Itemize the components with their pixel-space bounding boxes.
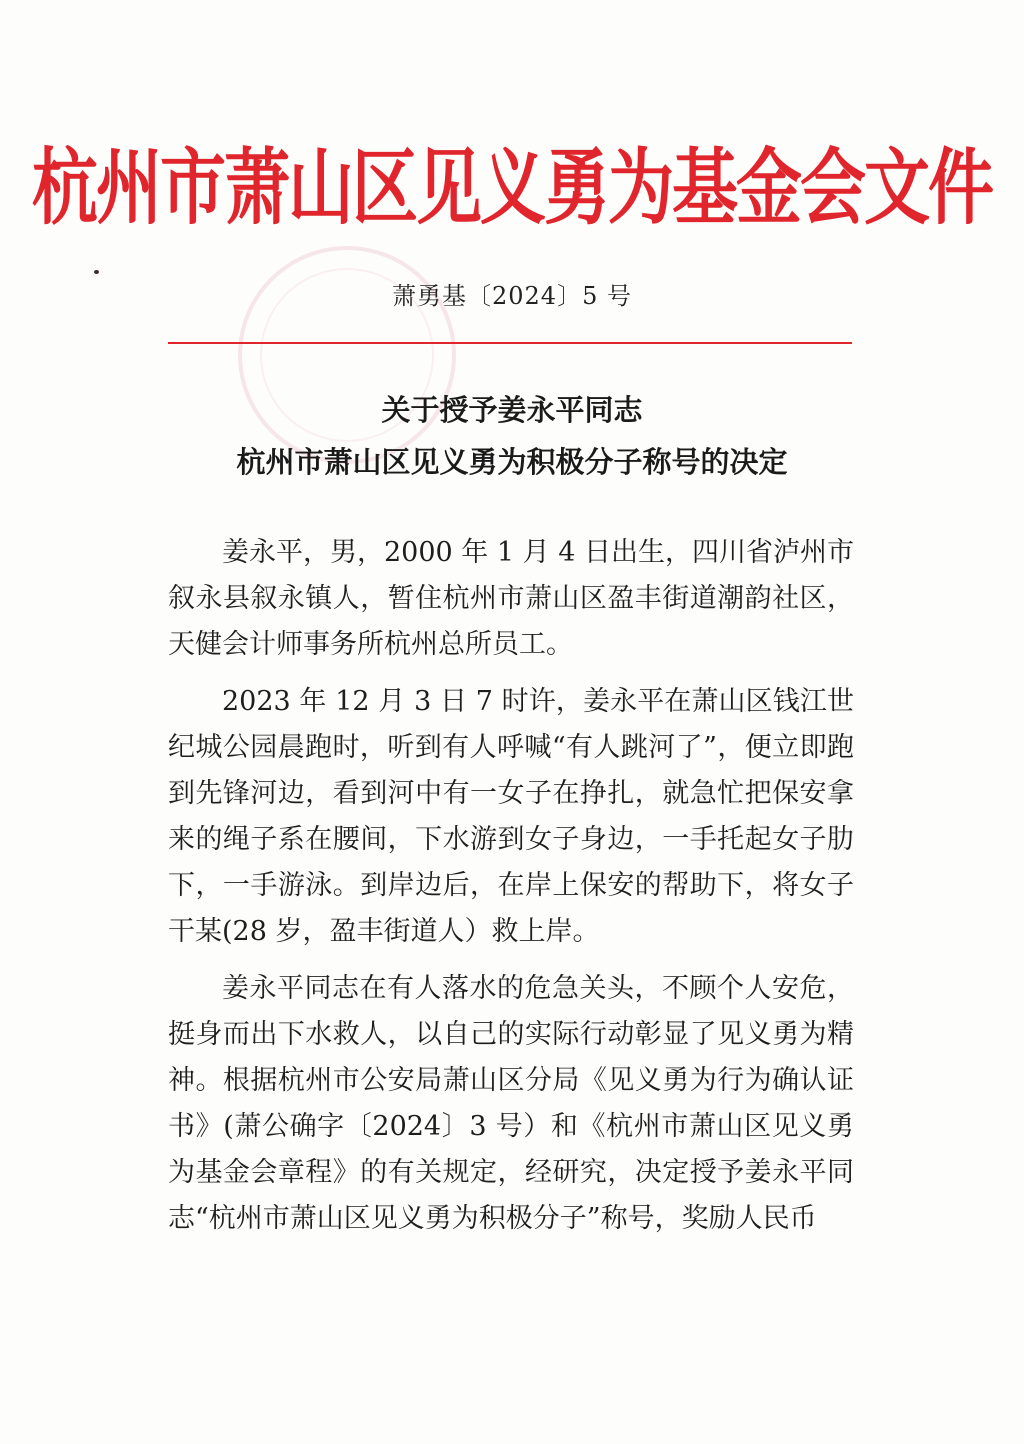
document-number: 萧勇基〔2024〕5 号 (392, 282, 632, 310)
decision-title-line-1: 关于授予姜永平同志 (381, 393, 643, 427)
header-divider (168, 342, 852, 344)
document-header-title: 杭州市萧山区见义勇为基金会文件 (32, 138, 992, 236)
body-paragraph: 姜永平同志在有人落水的危急关头，不顾个人安危，挺身而出下水救人，以自己的实际行动彰显了见义勇为精神。根据杭州市公安局萧山区分局《见义勇为行为确认证书》(萧公确字〔2024〕3 号）和《杭州市萧山区见义勇为基金会章程》的有关规定，经研究，决定授予姜永平同志“杭州市萧山区见义勇为积极分子”称号，奖励人民币 (168, 973, 854, 1234)
decision-title (0, 384, 1024, 488)
scan-speck (94, 270, 99, 274)
document-body (168, 530, 854, 1253)
body-paragraph: 姜永平，男，2000 年 1 月 4 日出生，四川省泸州市叙永县叙永镇人，暂住杭州市萧山区盈丰街道潮韵社区，天健会计师事务所杭州总所员工。 (168, 537, 854, 660)
decision-title-line-2: 杭州市萧山区见义勇为积极分子称号的决定 (236, 445, 788, 479)
body-paragraph: 2023 年 12 月 3 日 7 时许，姜永平在萧山区钱江世纪城公园晨跑时，听到有人呼喊“有人跳河了”，便立即跑到先锋河边，看到河中有一女子在挣扎，就急忙把保安拿来的绳子系在腰间，下水游到女子身边，一手托起女子肋下，一手游泳。到岸边后，在岸上保安的帮助下，将女子干某(28 岁，盈丰街道人）救上岸。 (168, 686, 854, 947)
